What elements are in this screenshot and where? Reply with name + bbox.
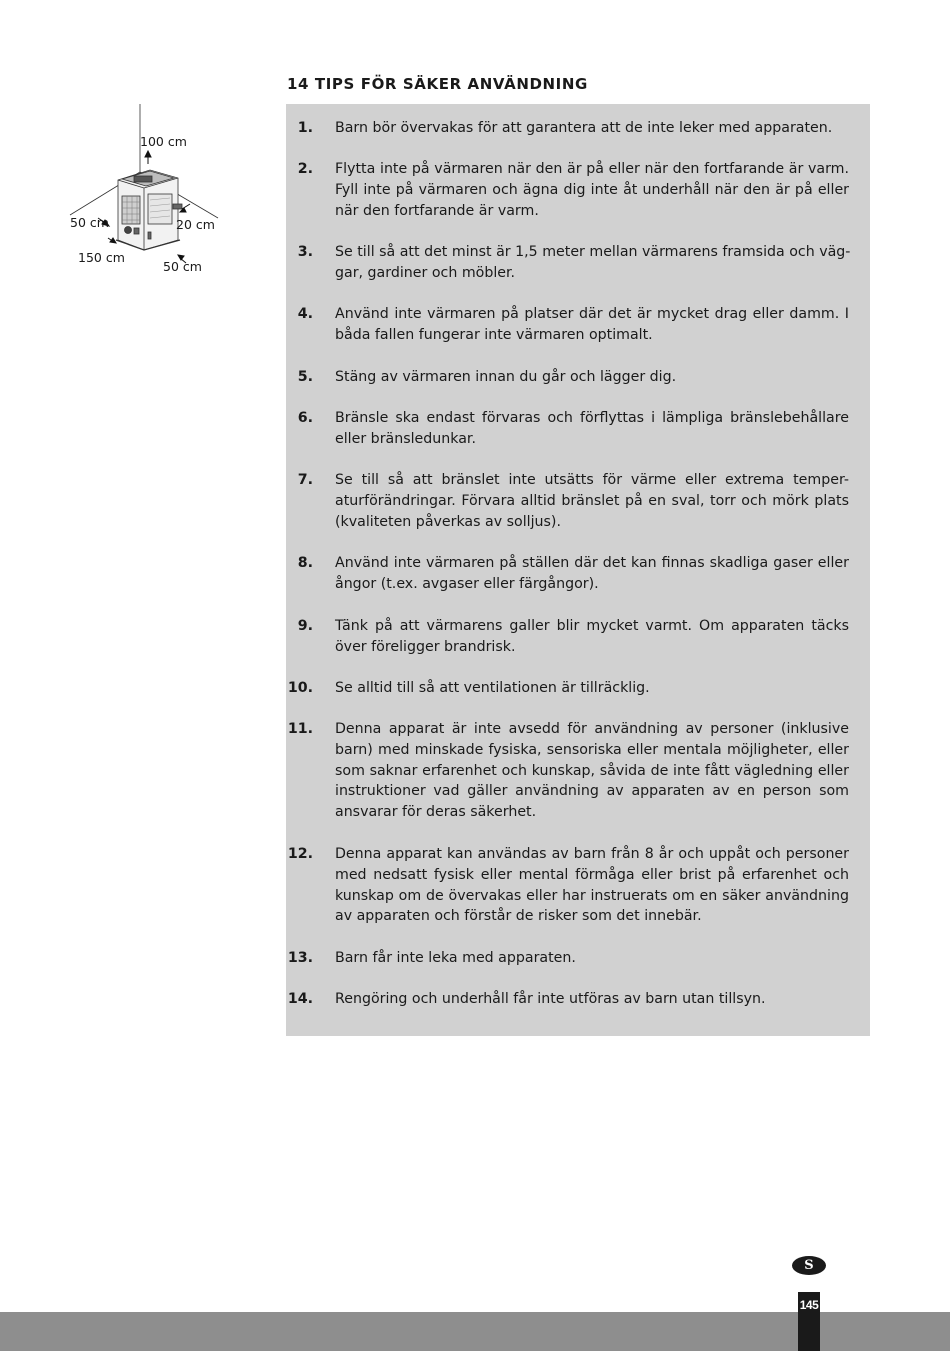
tip-number: 12. [287,846,313,862]
tip-number: 4. [297,306,313,322]
tip-line: Se till så att det minst är 1,5 meter mellan värmarens framsida och väg- [335,244,851,260]
tip-number: 1. [297,120,313,136]
tip-line: Denna apparat är inte avsedd för användning av personer (inklusive [335,721,849,737]
language-badge: S [792,1256,826,1275]
clearance-right-label: 20 cm [176,217,215,232]
tip-text [335,408,849,450]
tip-line: (kvaliteten påverkas av solljus). [335,513,561,530]
tip-text [335,470,849,532]
tip-line: Se till så att bränslet inte utsätts för värme eller extrema temper- [335,472,849,488]
clearance-diagram [60,100,240,290]
tip-line: Fyll inte på värmaren och ägna dig inte åt underhåll när den är på eller [335,181,849,198]
tip-line: som saknar erfarenhet och kunskap, såvida de inte fått vägledning eller [335,762,849,779]
tip-number: 14. [287,991,313,1007]
tip-text [335,118,849,139]
tip-text [335,678,849,699]
tip-line: Bränsle ska endast förvaras och förflyttas i lämpliga bränslebehållare [335,410,849,426]
tip-text [335,616,849,658]
tip-text [335,242,849,284]
tip-line: när den fortfarande är varm. [335,202,539,219]
tip-text [335,159,849,221]
tip-number: 6. [297,410,313,426]
tip-line: eller bränsledunkar. [335,430,476,447]
tip-line: av apparaten och förstår de risker som det innebär. [335,908,702,925]
tip-text [335,553,849,595]
tip-text [335,989,849,1010]
tip-number: 2. [297,161,313,177]
tip-text [335,367,849,388]
tip-line: kunskap om de övervakas eller har instruerats om en säker användning [335,887,849,904]
tip-line: barn) med minskade fysiska, sensoriska eller mentala möjligheter, eller [335,741,849,758]
tip-number: 10. [287,680,313,696]
tip-line: båda fallen fungerar inte värmaren optimalt. [335,326,653,343]
tip-text [335,948,849,969]
tip-number: 7. [297,472,313,488]
tip-line: Använd inte värmaren på ställen där det kan finnas skadliga gaser eller [335,555,849,571]
tip-number: 5. [297,369,313,385]
tip-line: Barn bör övervakas för att garantera att de inte leker med apparaten. [335,120,833,136]
tip-line: ansvarar för deras säkerhet. [335,804,537,821]
tip-line: gar, gardiner och möbler. [335,264,516,281]
tip-text [335,304,849,346]
tip-number: 13. [287,950,313,966]
tip-text [335,844,849,927]
tip-line: ångor (t.ex. avgaser eller färgångor). [335,575,599,592]
tip-text [335,719,849,823]
tip-line: Stäng av värmaren innan du går och lägger dig. [335,369,677,385]
tip-line: Denna apparat kan användas av barn från 8 år och uppåt och personer [335,846,849,862]
tip-line: Rengöring och underhåll får inte utföras av barn utan tillsyn. [335,991,766,1007]
tip-line: Använd inte värmaren på platser där det är mycket drag eller damm. I [335,306,849,322]
tip-number: 11. [287,721,313,737]
tip-number: 9. [297,618,313,634]
page-number: 145 [799,1298,819,1312]
tip-line: Tänk på att värmarens galler blir mycket varmt. Om apparaten täcks [335,618,849,634]
section-title: 14 TIPS FÖR SÄKER ANVÄNDNING [287,75,588,93]
tip-line: över föreligger brandrisk. [335,638,516,655]
clearance-front-left-label: 150 cm [78,250,125,265]
clearance-front-right-label: 50 cm [163,259,202,274]
tip-line: Flytta inte på värmaren när den är på eller när den fortfarande är varm. [335,161,849,177]
tip-line: aturförändringar. Förvara alltid bränslet på en sval, torr och mörk plats [335,492,849,509]
tip-number: 8. [297,555,313,571]
tips-panel [286,104,870,1036]
tip-line: med nedsatt fysisk eller mental förmåga eller brist på erfarenhet och [335,866,849,883]
clearance-top-label: 100 cm [140,134,187,149]
clearance-left-label: 50 cm [70,215,109,230]
tip-line: Barn får inte leka med apparaten. [335,950,576,966]
tip-line: instruktioner vad gäller användning av apparaten av en person som [335,783,849,800]
tip-number: 3. [297,244,313,260]
page-number-tab [798,1292,820,1351]
tip-line: Se alltid till så att ventilationen är tillräcklig. [335,680,650,696]
